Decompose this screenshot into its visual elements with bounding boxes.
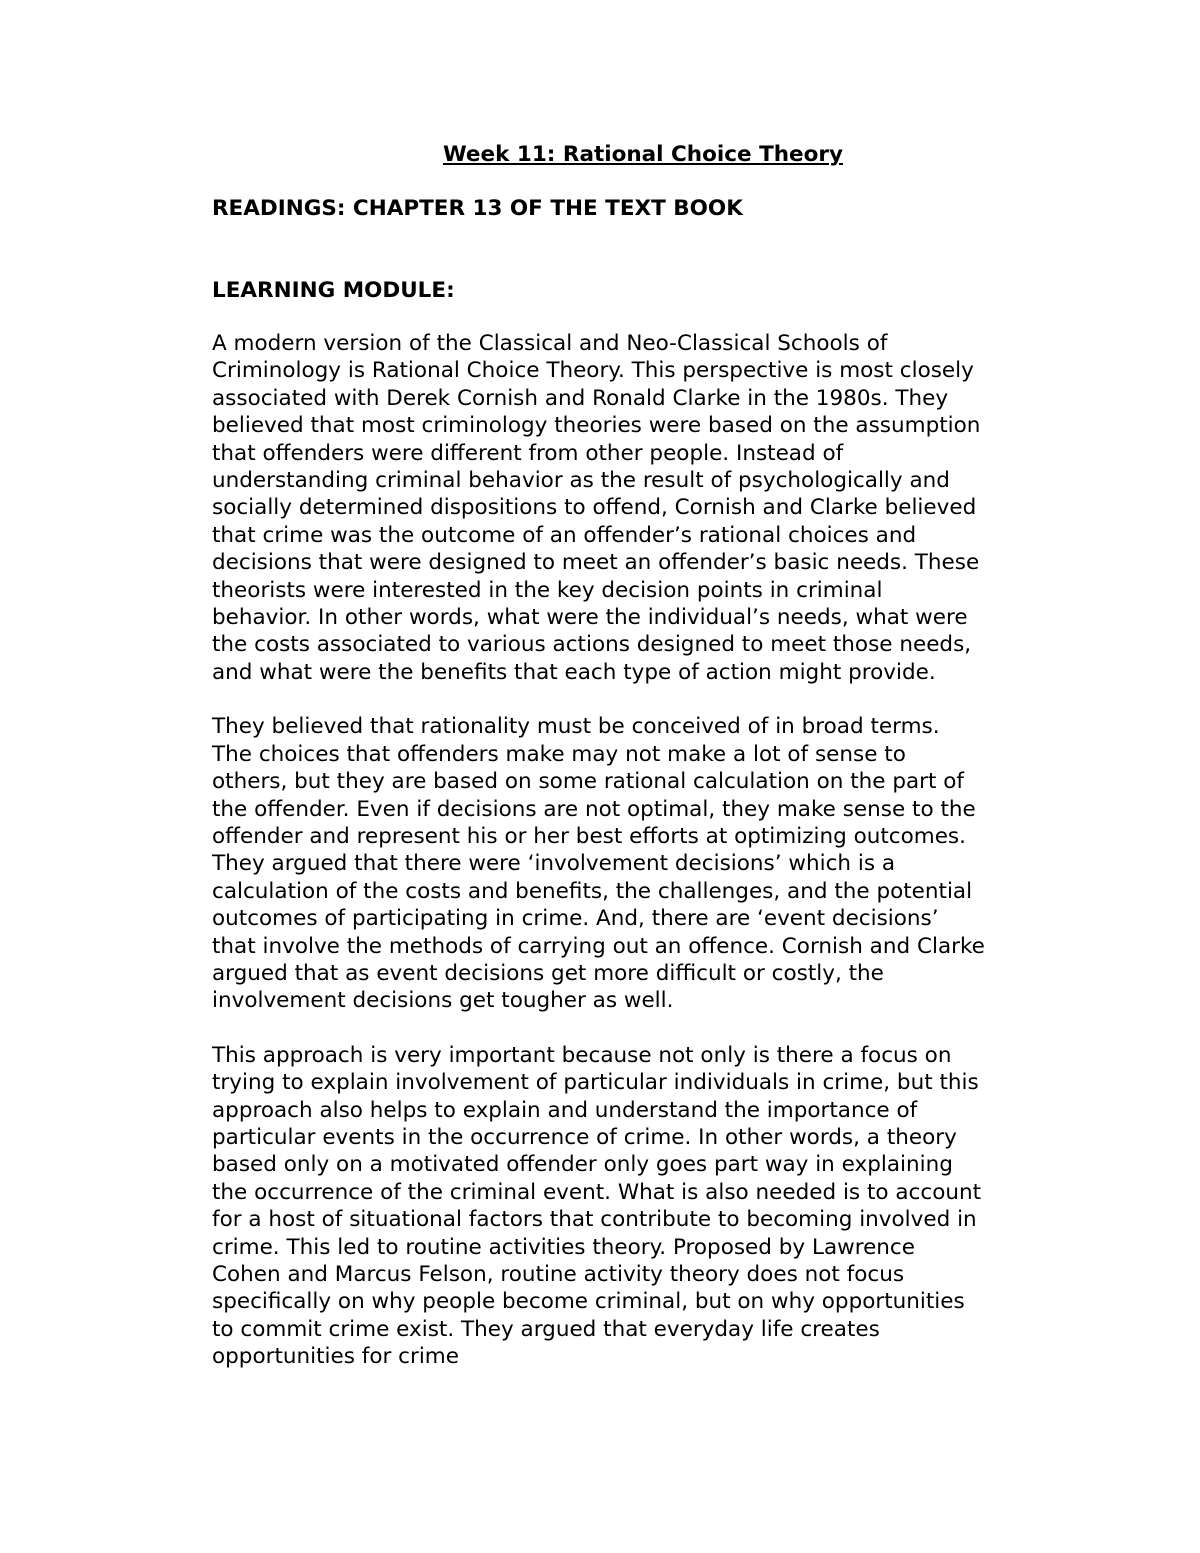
document-title: Week 11: Rational Choice Theory: [442, 142, 844, 167]
body-paragraph: A modern version of the Classical and Neo-Classical Schools of Criminology is Rational Choice Theory. This perspective is most closely associated with Derek Cornish and Ronald Clarke in the 1980s. They believed that most criminology theories were based on the assumption that offenders were different from other people. Instead of understanding criminal behavior as the result of psychologically and socially determined dispositions to offend, Cornish and Clarke believed that crime was the outcome of an offender’s rational choices and decisions that were designed to meet an offender’s basic needs. These theorists were interested in the key decision points in criminal behavior. In other words, what were the individual’s needs, what were the costs associated to various actions designed to meet those needs, and what were the benefits that each type of action might provide.: [212, 331, 981, 685]
readings-line: READINGS: CHAPTER 13 OF THE TEXT BOOK: [212, 196, 743, 221]
document-page: [212, 138, 1072, 1371]
body-paragraph: They believed that rationality must be conceived of in broad terms. The choices that offenders make may not make a lot of sense to others, but they are based on some rational calculation on the part of the offender. Even if decisions are not optimal, they make sense to the offender and represent his or her best efforts at optimizing outcomes. They argued that there were ‘involvement decisions’ which is a calculation of the costs and benefits, the challenges, and the potential outcomes of participating in crime. And, there are ‘event decisions’ that involve the methods of carrying out an offence. Cornish and Clarke argued that as event decisions get more difficult or costly, the involvement decisions get tougher as well.: [212, 714, 985, 1014]
body-paragraph: This approach is very important because not only is there a focus on trying to explain involvement of particular individuals in crime, but this approach also helps to explain and understand the importance of particular events in the occurrence of crime. In other words, a theory based only on a motivated offender only goes part way in explaining the occurrence of the criminal event. What is also needed is to account for a host of situational factors that contribute to becoming involved in crime. This led to routine activities theory. Proposed by Lawrence Cohen and Marcus Felson, routine activity theory does not focus specifically on why people become criminal, but on why opportunities to commit crime exist. They argued that everyday life creates opportunities for crime: [212, 1042, 982, 1370]
learning-module-heading: LEARNING MODULE:: [212, 278, 455, 303]
